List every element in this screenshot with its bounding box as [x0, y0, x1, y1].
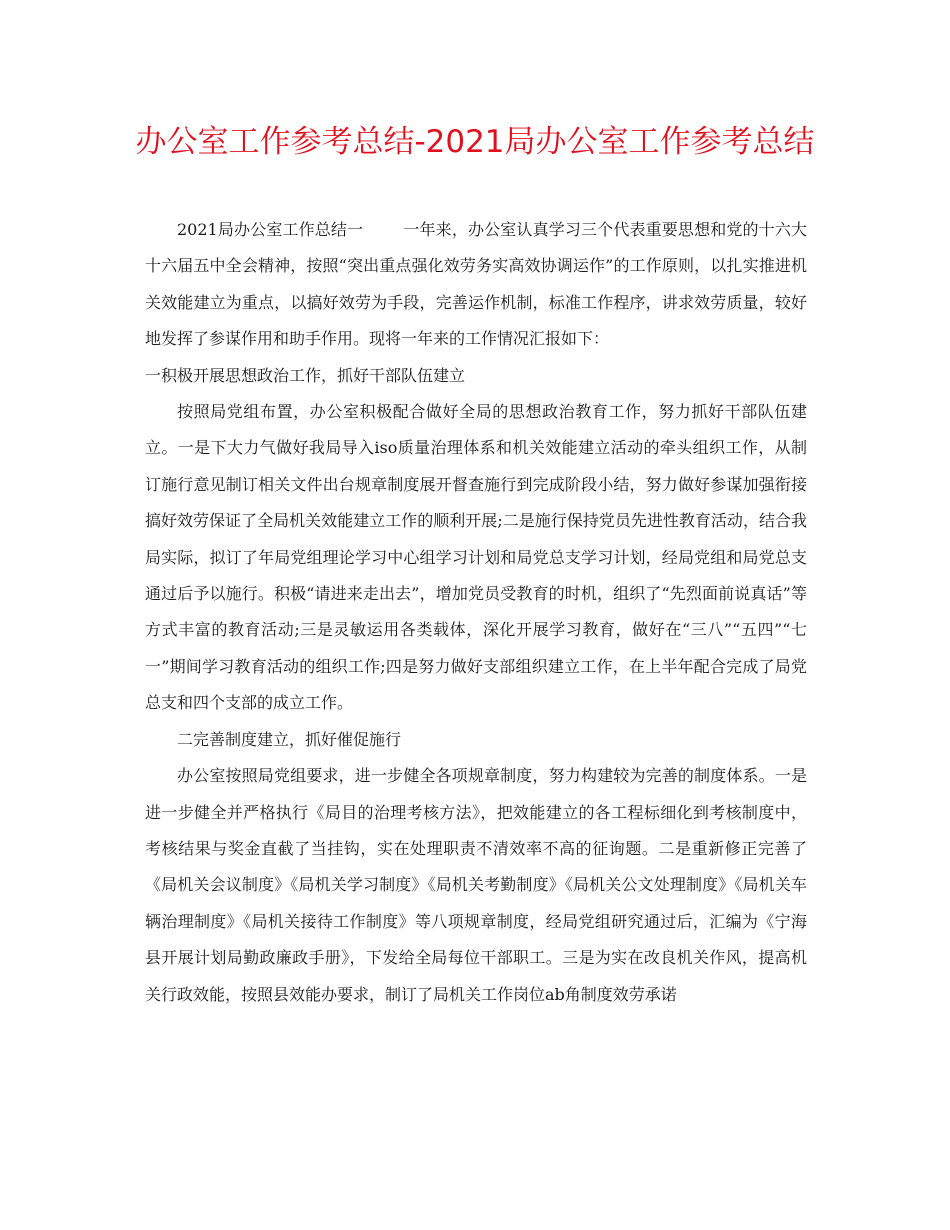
section2-paragraph: 办公室按照局党组要求，进一步健全各项规章制度，努力构建较为完善的制度体系。一是进一步健全并严格执行《局目的治理考核方法》，把效能建立的各工程标细化到考核制度中，考核结果与奖金直截了当挂钩，实在处理职责不清效率不高的征询题。二是重新修正完善了《局机关会议制度》《局机关学习制度》《局机关考勤制度》《局机关公文处理制度》《局机关车辆治理制度》《局机关接待工作制度》等八项规章制度，经局党组研究通过后，汇编为《宁海县开展计划局勤政廉政手册》，下发给全局每位干部职工。三是为实在改良机关作风，提高机关行政效能，按照县效能办要求，制订了局机关工作岗位ab角制度效劳承诺: [145, 766, 807, 1004]
section1-heading: 一积极开展思想政治工作，抓好干部队伍建立: [145, 365, 466, 385]
document-title: 办公室工作参考总结-2021局办公室工作参考总结: [135, 124, 815, 160]
intro-text: 一年来，办公室认真学习三个代表重要思想和党的十六大十六届五中全会精神，按照“突出重点强化效劳务实高效协调运作”的工作原则，以扎实推进机关效能建立为重点，以搞好效劳为手段，完善运作机制，标准工作程序，讲求效劳质量，较好地发挥了参谋作用和助手作用。现将一年来的工作情况汇报如下：: [145, 220, 807, 349]
intro-paragraph: [145, 212, 807, 358]
section2-heading: 二完善制度建立，抓好催促施行: [177, 729, 402, 749]
intro-heading: 2021局办公室工作总结一: [177, 220, 364, 239]
section1-paragraph: 按照局党组布置，办公室积极配合做好全局的思想政治教育工作，努力抓好干部队伍建立。一是下大力气做好我局导入iso质量治理体系和机关效能建立活动的牵头组织工作，从制订施行意见制订相关文件出台规章制度展开督查施行到完成阶段小结，努力做好参谋加强衔接搞好效劳保证了全局机关效能建立工作的顺利开展;二是施行保持党员先进性教育活动，结合我局实际，拟订了年局党组理论学习中心组学习计划和局党总支学习计划，经局党组和局党总支通过后予以施行。积极“请进来走出去”，增加党员受教育的时机，组织了“先烈面前说真话”等方式丰富的教育活动;三是灵敏运用各类载体，深化开展学习教育，做好在“三八”“五四”“七一”期间学习教育活动的组织工作;四是努力做好支部组织建立工作，在上半年配合完成了局党总支和四个支部的成立工作。: [145, 402, 807, 713]
document-body: [145, 212, 807, 1013]
